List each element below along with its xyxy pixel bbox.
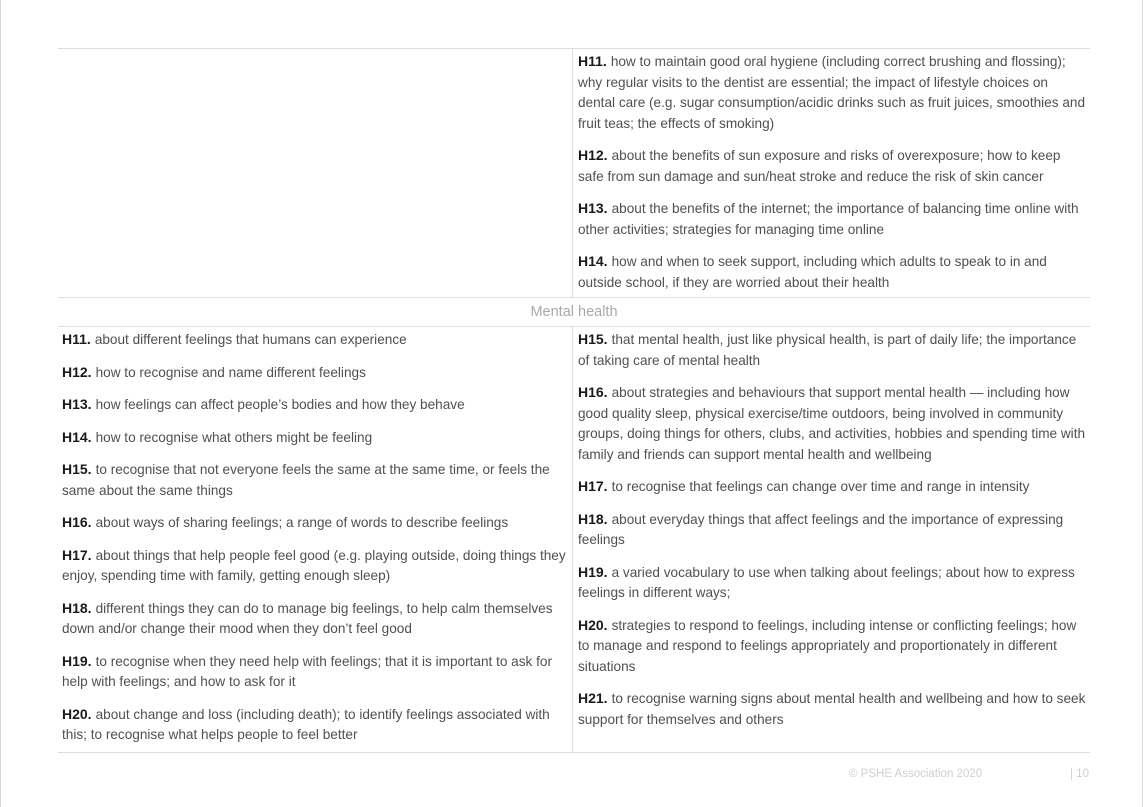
objective-item	[578, 562, 1086, 604]
top-right-cell	[572, 49, 1090, 297]
objective-item	[578, 509, 1086, 551]
objective-code: H12.	[578, 147, 608, 163]
objective-code: H14.	[578, 253, 608, 269]
objective-code: H16.	[578, 384, 608, 400]
objective-text: how to maintain good oral hygiene (including correct brushing and flossing); why regular visits to the dentist are essential; the impact of lifestyle choices on dental care (e.g. sugar consumption/acidic drinks such as fruit juices, smoothies and fruit teas; the effects of smoking)	[578, 54, 1085, 131]
objective-text: to recognise warning signs about mental health and wellbeing and how to seek support for themselves and others	[578, 691, 1086, 727]
objective-code: H13.	[62, 396, 92, 412]
objective-text: about different feelings that humans can experience	[94, 332, 407, 347]
objective-code: H12.	[62, 363, 92, 380]
objective-item	[578, 329, 1086, 371]
physical-health-continuation-row	[58, 48, 1090, 298]
footer-copyright: © PSHE Association 2020	[849, 768, 983, 780]
objective-text: about the benefits of sun exposure and risks of overexposure; how to keep safe from sun damage and sun/heat stroke and reduce the risk of skin cancer	[578, 148, 1061, 184]
objective-text: about things that help people feel good (e.g. playing outside, doing things they enjoy, spending time with family, getting enough sleep)	[62, 547, 566, 583]
objective-item	[578, 615, 1086, 678]
mental-right-cell	[572, 327, 1090, 752]
objective-text: how to recognise what others might be feeling	[95, 429, 373, 445]
objective-item	[62, 512, 568, 534]
objective-text: to recognise that not everyone feels the same at the same time, or feels the same about the same things	[62, 462, 550, 498]
objective-item	[62, 362, 568, 384]
objective-item	[578, 382, 1086, 465]
objective-text: how and when to seek support, including which adults to speak to in and outside school, if they are worried about their health	[578, 254, 1047, 290]
objective-code: H19.	[578, 563, 608, 580]
objective-text: how feelings can affect people’s bodies and how they behave	[95, 397, 465, 412]
objective-text: that mental health, just like physical health, is part of daily life; the importance of taking care of mental health	[578, 332, 1077, 368]
objective-text: strategies to respond to feelings, including intense or conflicting feelings; how to manage and respond to feelings appropriately and proportionately in different situations	[578, 617, 1077, 674]
objective-item	[62, 704, 568, 746]
mental-left-cell	[58, 327, 572, 752]
objective-item	[578, 688, 1086, 730]
objective-text: about ways of sharing feelings; a range of words to describe feelings	[95, 515, 509, 530]
top-left-cell	[58, 49, 572, 297]
objective-item	[62, 427, 568, 449]
objective-code: H16.	[62, 514, 92, 530]
objective-text: about strategies and behaviours that support mental health — including how good quality sleep, physical exercise/time outdoors, being involved in community groups, doing things for others, clubs, and activities, hobbies and spending time with family and friends can support mental health and wellbeing	[578, 385, 1086, 462]
objective-code: H18.	[62, 599, 92, 616]
section-heading-mental-health: Mental health	[58, 298, 1090, 327]
objective-code: H21.	[578, 690, 608, 706]
objective-text: to recognise that feelings can change over time and range in intensity	[611, 479, 1030, 494]
objective-code: H15.	[578, 331, 608, 347]
objective-text: a varied vocabulary to use when talking about feelings; about how to express feelings in different ways;	[578, 564, 1075, 600]
objective-text: about everyday things that affect feelings and the importance of expressing feelings	[578, 511, 1064, 547]
page-edge-left	[0, 0, 1, 807]
objective-text: about the benefits of the internet; the importance of balancing time online with other activities; strategies for managing time online	[578, 201, 1079, 237]
objective-code: H20.	[578, 616, 608, 633]
objective-code: H19.	[62, 652, 92, 669]
objective-code: H11.	[578, 53, 607, 69]
objective-text: to recognise when they need help with feelings; that it is important to ask for help with feelings; and how to ask for it	[62, 653, 552, 689]
objective-item	[62, 329, 568, 351]
objective-item	[62, 545, 568, 587]
objective-item	[578, 476, 1086, 498]
objective-text: different things they can do to manage big feelings, to help calm themselves down and/or change their mood when they don’t feel good	[62, 600, 553, 636]
curriculum-table	[58, 48, 1090, 753]
objective-item	[578, 251, 1086, 293]
objective-code: H14.	[62, 428, 92, 445]
objective-item	[578, 51, 1086, 134]
objective-text: about change and loss (including death); to identify feelings associated with this; to recognise what helps people to feel better	[62, 706, 550, 742]
objective-item	[62, 598, 568, 640]
objective-code: H17.	[578, 478, 608, 494]
objective-code: H11.	[62, 331, 91, 347]
objective-item	[62, 394, 568, 416]
objective-code: H18.	[578, 510, 608, 527]
objective-code: H15.	[62, 461, 92, 477]
objective-text: how to recognise and name different feelings	[95, 364, 366, 380]
footer-page-number: | 10	[1070, 768, 1089, 780]
objective-code: H20.	[62, 705, 92, 722]
objective-item	[62, 651, 568, 693]
mental-health-row	[58, 327, 1090, 753]
objective-code: H13.	[578, 200, 608, 216]
objective-item	[578, 198, 1086, 240]
objective-item	[578, 145, 1086, 187]
objective-code: H17.	[62, 546, 92, 563]
objective-item	[62, 459, 568, 501]
